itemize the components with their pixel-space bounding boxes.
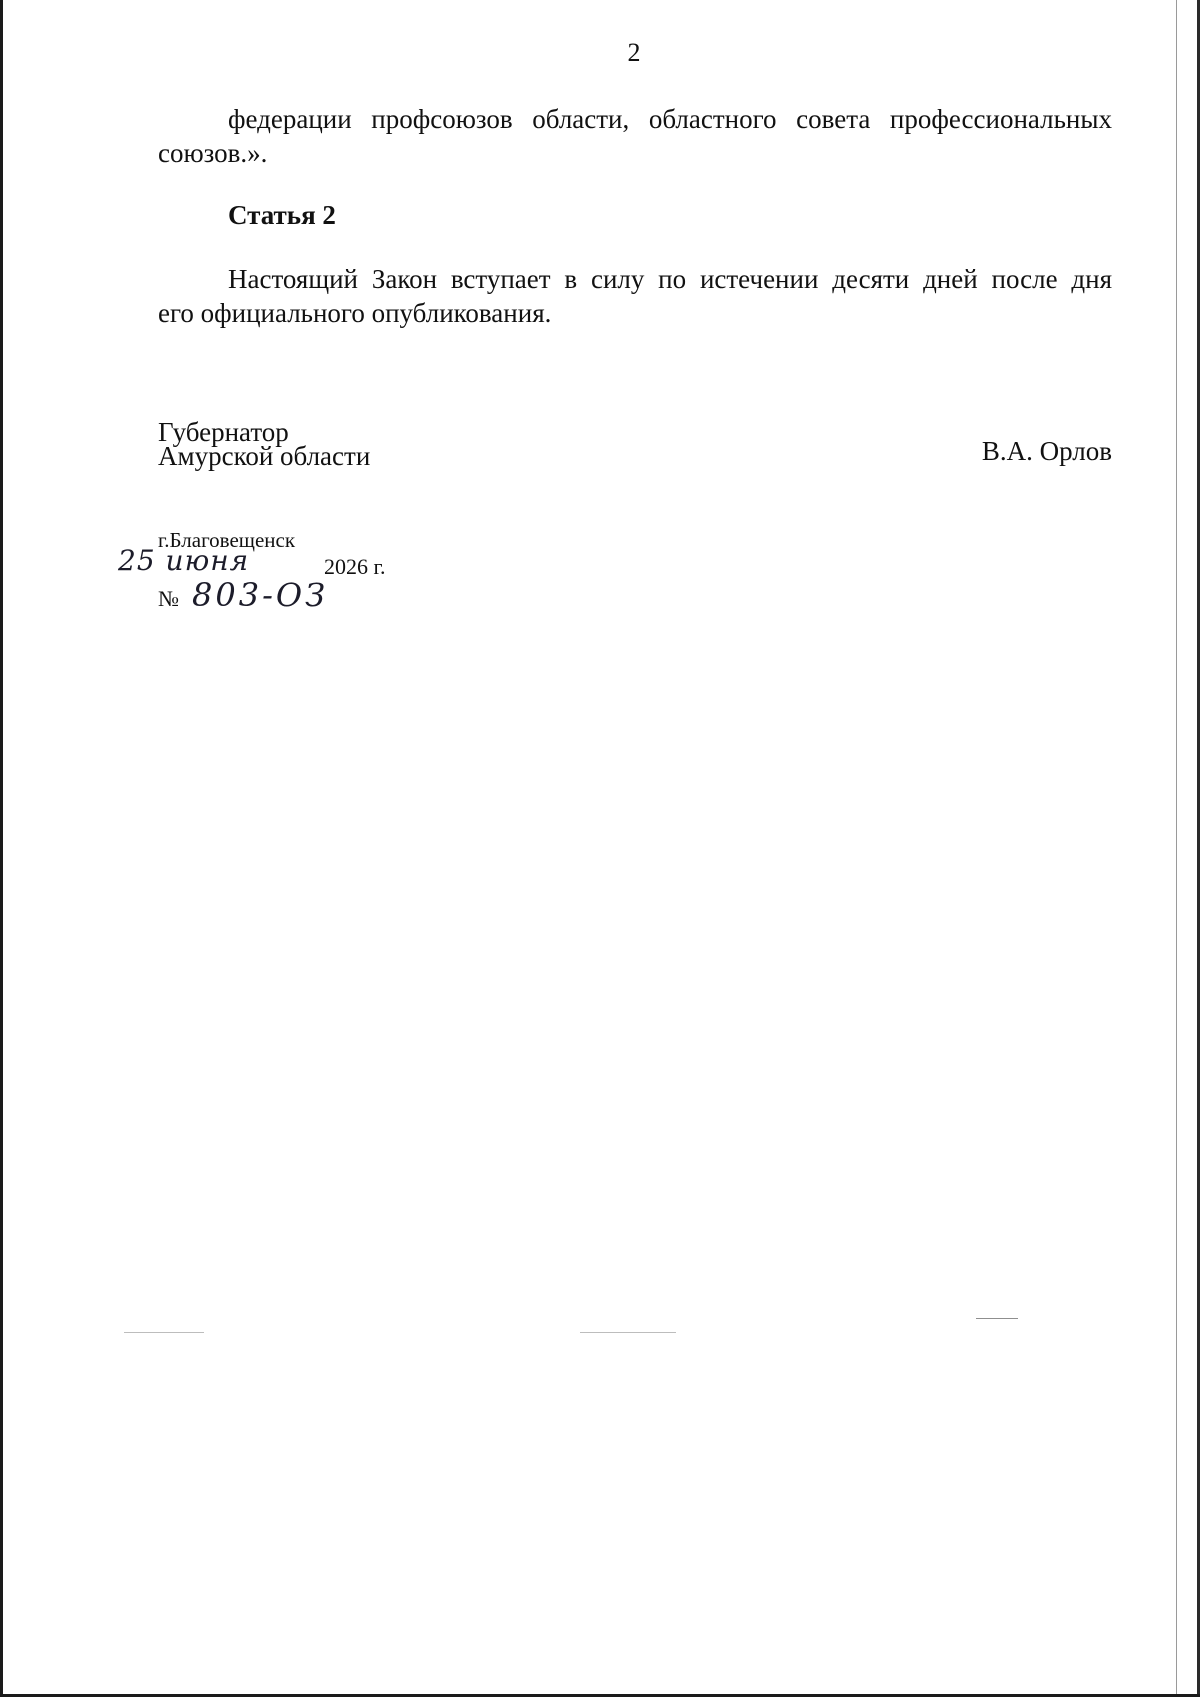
- handwritten-number: 803-ОЗ: [192, 576, 329, 614]
- paragraph-line: его официального опубликования.: [158, 298, 552, 328]
- scan-artifact: [976, 1318, 1018, 1319]
- scan-edge-left: [0, 0, 3, 1697]
- paragraph-line: союзов.».: [158, 138, 268, 168]
- city-label: г.Благовещенск: [158, 528, 296, 552]
- paragraph-line: федерации профсоюзов области, областного совета профессиональных: [228, 104, 1112, 134]
- page-number: 2: [627, 38, 641, 67]
- scan-artifact: [580, 1332, 676, 1333]
- signatory-name: В.А. Орлов: [981, 436, 1112, 466]
- article-heading: Статья 2: [228, 200, 336, 230]
- signatory-position: [158, 417, 371, 471]
- paragraph-effective-date: [158, 262, 1112, 330]
- date-year: 2026 г.: [324, 554, 386, 579]
- law-number: [158, 576, 458, 620]
- scan-artifact: [124, 1332, 204, 1333]
- paragraph-line: Настоящий Закон вступает в силу по истечении десяти дней после дня: [228, 264, 1112, 294]
- handwritten-date: 25 июня: [118, 544, 250, 577]
- scan-edge-right-inner: [1176, 0, 1177, 1697]
- number-sign: №: [158, 586, 179, 611]
- paragraph-continuation: [158, 102, 1112, 170]
- position-region: Амурской области: [158, 441, 371, 471]
- position-title: Губернатор: [158, 417, 289, 447]
